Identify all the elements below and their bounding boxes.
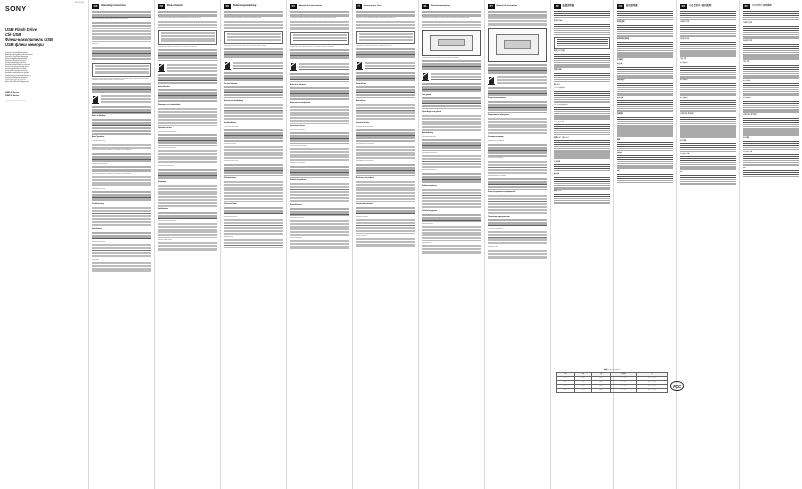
cell-dimensions: 15 × 44 × 8 mm (636, 385, 667, 389)
cover-lang-line: Használati útmutató/Návod na používanie/ (5, 65, 31, 67)
heading-sysreq-jp: 動作環境 (554, 174, 560, 176)
lang-title-cn: 使用說明書 (626, 4, 638, 7)
cover-title-group (5, 27, 85, 47)
column-de (221, 0, 286, 489)
mark-row-de (224, 61, 283, 70)
fcc-icon: FCC (670, 381, 684, 391)
heading-format-it: Formattazione del dispositivo (356, 161, 374, 163)
heading-troubleshooting-nl: Problemen oplossen (422, 185, 437, 187)
heading-trademarks-fr: Marques commerciales (158, 239, 172, 241)
heading-handling-pt: Примечания по обращению (488, 115, 509, 117)
column-gb (89, 0, 154, 489)
model-name-line: USM-X Series (5, 94, 20, 97)
heading-trademarks-cn: 商標 (617, 171, 620, 173)
lang-code-cn: CN (618, 4, 623, 8)
lang-code-fr: FR (159, 4, 164, 8)
heading-basic-fr: Opérations de base (158, 127, 172, 129)
heading-disposal-it: Trattamento del dispositivo elettrico o elettronico a fine vita (356, 45, 392, 47)
heading-format-th: 장치 포맷하기 (743, 98, 751, 100)
cover-lang-line: Naudojimo instrukcija/Upute za uporabu/ (5, 73, 30, 75)
weee-bin-icon (224, 61, 231, 70)
heading-disconnect-windows: When using Windows 8 / Windows 7 / Windows Vista / Windows XP (92, 173, 132, 175)
heading-troubleshooting-es: Solución de problemas (290, 179, 307, 181)
mark-row-es (290, 62, 349, 71)
document-number: 4-477-051-11(1) (74, 3, 84, 4)
lang-title-pt: Manual de Instruções (496, 4, 518, 7)
cell-dimensions: 15 × 44 × 8 mm (636, 376, 667, 380)
cover-lang-line: Руководство по эксплуатации/Посібник з (5, 75, 31, 77)
language-header-kr (680, 4, 736, 9)
cover-lang-line: Kasutusjuhend/Lietošanas instrukcija/ (5, 71, 28, 73)
cell-temperature: 0 °C - 35 °C (611, 389, 636, 393)
heading-connect-windows: When using Windows 8 / Windows 7 / Windows Vista / Windows XP (92, 150, 132, 152)
heading-before-use-pt: Перед использованием (488, 97, 506, 99)
heading-disconnect-kr: 장치 분리하기 (680, 80, 688, 82)
heading-before-use-es: Antes de la utilización (290, 84, 306, 86)
cell-temperature: 0 °C - 35 °C (611, 380, 636, 384)
column-kr (677, 0, 739, 489)
heading-before-use-cn: 使用前須知 (617, 21, 625, 23)
lang-title-fr: Mode d'emploi (166, 4, 183, 7)
heading-before-use-de: Vor dem Gebrauch (224, 83, 238, 85)
lang-title-gb: Operating Instructions (101, 4, 126, 7)
heading-specs-it: Caratteristiche tecniche (356, 204, 374, 206)
language-header-nl (422, 4, 481, 9)
heading-sysreq-pt: Системные требования (488, 229, 503, 231)
weee-bin-icon (488, 76, 495, 85)
spec-table-caption: 消費電力 / Power consumption (603, 370, 621, 371)
cover-title-en: USB Flash Drive (5, 27, 37, 32)
lang-title-nl: Gebruiksaanwijzing (430, 4, 450, 7)
heading-specs-kr: 주요 제원 (680, 140, 687, 142)
lang-code-de: DE (225, 4, 230, 8)
th-dimensions: 尺寸 (636, 372, 667, 376)
cell-model: USM-X (557, 389, 575, 393)
heading-disconnect-cn: 中斷裝置連接 (617, 80, 625, 82)
heading-trademarks-it: Marchi di fabbrica (356, 235, 367, 237)
cell-temperature: 0 °C - 35 °C (611, 376, 636, 380)
heading-sysreq-es: Requisitos del sistema (290, 217, 304, 219)
device-figure (422, 30, 481, 56)
cover-lang-line: Bruksanvisning/Betjeningsvejledning/ (5, 59, 28, 61)
lang-title-de: Bedienungsanleitung (232, 4, 257, 7)
fcc-mark-wrap (670, 381, 684, 391)
language-header-de (224, 4, 283, 9)
heading-disconnect-fr: Déconnexion du périphérique (158, 147, 176, 149)
heading-connect-pt: Подключение устройства (488, 141, 504, 143)
heading-disconnect-th: 장치 분리하기 (743, 80, 751, 82)
heading-troubleshooting-it: Risoluzione dei problemi (356, 177, 374, 179)
th-interface: 介面 (591, 372, 611, 376)
lang-title-es: Manual de instrucciones (298, 4, 323, 7)
cell-dimensions: 15 × 44 × 8 mm (636, 380, 667, 384)
spec-table-block (556, 368, 668, 395)
column-es (287, 0, 352, 489)
heading-before-use-fr: Avant utilisation (158, 86, 170, 88)
column-cn (614, 0, 676, 489)
heading-specs-nl: Technische gegevens (422, 211, 438, 213)
heading-format-jp: フォーマットする (554, 121, 564, 123)
heading-trademarks-jp: 商標について (554, 191, 562, 193)
heading-sysreq-cn: 系統需求 (617, 153, 623, 155)
mark-row-pt (488, 76, 547, 85)
heading-disconnect-pt: Отключение устройства (488, 158, 504, 160)
heading-specs-de: Technische Daten (224, 204, 237, 206)
lang-code-es: ES (291, 4, 296, 8)
heading-format-es: Formateo del dispositivo (290, 163, 305, 165)
mark-row-it (356, 61, 415, 70)
column-fr (155, 0, 220, 489)
lang-code-kr: KR (681, 4, 686, 8)
heading-basic-cn: 基本操作 (617, 60, 623, 62)
heading-specs-fr: Spécifications (158, 209, 169, 211)
language-header-fr (158, 4, 217, 9)
heading-connect-de: Anschließen des Geräts (224, 126, 239, 128)
cover-language-list (5, 53, 85, 84)
language-header-cn (617, 4, 673, 9)
cover-title-fr: Clé USB (5, 32, 22, 37)
th-model: 型號 (557, 372, 575, 376)
heading-connect-cn: 連接裝置 (617, 64, 623, 66)
mark-row-nl (422, 72, 481, 81)
note-box-gb (92, 63, 151, 77)
heading-format-pt: Форматирование устройства (488, 175, 507, 177)
heading-sysreq-kr: 시스템 요구 사항 (680, 154, 690, 156)
heading-before-use: Before Use (92, 44, 99, 46)
cover-lang-line: Bedienungsanleitung/Manual de instrucciones/ (5, 55, 33, 57)
heading-troubleshooting-jp: 故障かな？と思ったら (554, 137, 569, 139)
weee-bin-icon (158, 63, 165, 72)
copyright-notice: © 2013 Sony Corporation Printed in China (5, 101, 26, 103)
heading-trademarks-nl: Handelsmerken (422, 242, 432, 244)
heading-disconnect-it: Scollegamento del dispositivo (356, 143, 374, 145)
heading-specs-cn: 規格 (617, 139, 620, 141)
model-name-line: USM-X Series (5, 91, 20, 94)
heading-troubleshooting-th: 고장이라고 생각되면 (743, 114, 757, 116)
column-th-id (740, 0, 802, 489)
heading-troubleshooting-pt: Поиск и устранение неисправностей (488, 192, 516, 194)
cover-lang-line: Käyttöohjeet/Manual de Instruções/ (5, 61, 27, 63)
heading-troubleshooting-kr: 고장이라고 생각되면 (680, 114, 694, 116)
heading-connect-fr: Raccordement du périphérique (158, 131, 177, 133)
cover-lang-line: คู่มือการใช้งาน/Petunjuk Pengoperasian (5, 81, 29, 83)
cell-dimensions: 15 × 44 × 8 mm (636, 389, 667, 393)
weee-bin-icon (422, 72, 429, 81)
heading-disposal-nl: Verwijdering van oude elektrische en elektronische apparaten (422, 57, 459, 59)
heading-basic-de: Grundfunktionen (224, 122, 237, 124)
cover-lang-line: Instrukcja obsługi/Návod k obsluze/ (5, 63, 27, 65)
heading-disconnect-nl: Het apparaat loskoppelen (422, 152, 438, 154)
language-header-pt (488, 4, 547, 9)
heading-disconnect-es: Desconexión del dispositivo (290, 145, 307, 147)
heading-sysreq-de: Systemanforderungen (224, 216, 238, 218)
heading-disposal-es: Tratamiento de los equipos eléctricos y electrónicos al final de su vida útil (290, 46, 335, 48)
heading-specs-jp: 主な仕様 (554, 161, 560, 163)
heading-basic-it: Operazioni di base (356, 122, 370, 124)
heading-notes-handling: Notes on Handling (92, 116, 106, 118)
heading-disconnect-jp: パソコンから取りはずす (554, 104, 568, 106)
heading-handling-de: Hinweise zur Handhabung (224, 100, 243, 102)
heading-eu-notice: Notice for customers in the countries applying EU Directives (92, 19, 129, 21)
heading-usage-jp: 使いかた (554, 84, 560, 86)
cover-title-ru: Флеш-накопитель USB (5, 37, 53, 42)
note-box-es (290, 32, 349, 45)
cell-interface: USB 2.0 (591, 380, 611, 384)
heading-format-cn: 格式化裝置 (617, 97, 624, 99)
table-row (557, 389, 668, 393)
heading-before-use-nl: Voor gebruik (422, 94, 432, 96)
heading-cautions-kr: 취급상의 주의 (680, 39, 690, 41)
lang-title-it: Istruzioni per l'uso (363, 4, 382, 7)
specification-table (556, 370, 668, 393)
heading-troubleshooting-fr: Dépannage (158, 181, 167, 183)
cell-capacity: 8 GB (575, 376, 592, 380)
cover-lang-line: Istruzioni per l'uso/Gebruiksaanwijzing/ (5, 57, 29, 59)
heading-trademarks: Trademarks (92, 259, 100, 261)
cover-lang-line: Instrucţiuni de utilizare/Ръководство за (5, 67, 29, 69)
heading-parts-jp: 各部の名称 (554, 70, 562, 72)
heading-handling-nl: Opmerkingen over gebruik (422, 111, 442, 113)
cell-capacity: 32 GB (575, 385, 592, 389)
lang-title-kr: 사용설명서 / 使用說明 (689, 4, 712, 7)
heading-before-use-it: Prima dell'uso (356, 83, 367, 85)
heading-sysreq-it: Requisiti di sistema (356, 216, 368, 218)
mark-row-gb (92, 95, 151, 104)
heading-format-kr: 장치 포맷하기 (680, 97, 688, 99)
heading-basic-kr: 기본 조작 (680, 59, 687, 61)
weee-bin-icon (290, 62, 297, 71)
heading-troubleshooting-cn: 故障排除 (617, 114, 623, 116)
heading-trademarks-de: Markenzeichen (224, 236, 233, 238)
cell-capacity: 64 GB (575, 389, 592, 393)
heading-connect-es: Conexión del dispositivo (290, 129, 305, 131)
language-header-it (356, 4, 415, 9)
sony-logo: SONY (5, 6, 27, 13)
language-header-es (290, 4, 349, 9)
heading-handling-es: Notas sobre la manipulación (290, 102, 311, 104)
cover-model-group (5, 92, 85, 98)
heading-basic-es: Operaciones básicas (290, 125, 306, 127)
heading-basic-pt: Основные операции (488, 137, 504, 139)
cover-lang-line: 取扱説明書/使用說明書/사용설명서/ (5, 79, 27, 81)
column-pt (485, 0, 550, 489)
heading-formatting: Formatting the Device (92, 188, 106, 190)
heading-eu-notice-nl: Kennisgeving voor klanten in de landen waar EU-richtlijnen van toepassing zijn (422, 18, 470, 20)
note-box-jp (554, 37, 610, 49)
lang-code-nl: NL (423, 4, 428, 8)
heading-connect-it: Collegamento del dispositivo (356, 126, 374, 128)
th-temperature: 使用溫度 (611, 372, 636, 376)
heading-disposal: Disposal of Old Electrical & Electronic Equipment (Applicable in the European Union and other European countries with separate collection systems) (92, 78, 149, 82)
cell-model: USM-X (557, 380, 575, 384)
cell-interface: USB 2.0 (591, 376, 611, 380)
heading-basic-operations: Basic Operations (92, 137, 105, 139)
heading-connect-kr: 장치 연결하기 (680, 63, 688, 65)
language-header-jp (554, 4, 610, 9)
heading-cautions-jp: 使用上のご注意 (554, 51, 565, 53)
note-box-it (356, 31, 415, 44)
heading-trademarks-pt: Товарные знаки (488, 247, 498, 249)
heading-eu-notice-es: Aviso para los clientes de países en los que se aplican las directivas de la UE (290, 18, 337, 20)
heading-trademarks-kr: 상표 (680, 172, 683, 174)
heading-safety-jp: 安全のために (554, 20, 563, 22)
cover-lang-line: Operating Instructions/Mode d'emploi/ (5, 53, 28, 54)
heading-connect-jp: パソコンに接続する (554, 88, 566, 90)
lang-code-gb: GB (93, 4, 98, 8)
heading-format-nl: Het apparaat formatteren (422, 170, 437, 172)
th-capacity: 容量 (575, 372, 592, 376)
heading-specs-es: Especificaciones (290, 205, 303, 207)
heading-cautions-cn: 使用時的注意事項 (617, 39, 629, 41)
column-it (353, 0, 418, 489)
cover-title-bg: USB флеш мемори (5, 42, 44, 47)
lang-code-pt: PT (489, 4, 494, 8)
column-nl (419, 0, 484, 489)
device-figure (488, 28, 547, 62)
heading-before-use-th: 사용하기 전에 (743, 22, 753, 24)
heading-disconnecting: Disconnecting the Device (92, 163, 108, 165)
column-jp (551, 0, 613, 489)
cover-lang-line: експлуатації/Пайдалану нұсқаулығы/ (5, 77, 29, 79)
heading-handling-it: Note sull'uso (356, 100, 366, 102)
heading-handling-fr: Remarques sur la manipulation (158, 104, 181, 106)
heading-basic-nl: Basisbediening (422, 132, 434, 134)
heading-format-de: Formatieren des Geräts (224, 161, 239, 163)
cell-capacity: 16 GB (575, 380, 592, 384)
heading-disconnect-de: Trennen des Geräts (224, 143, 236, 145)
language-header-th (743, 4, 799, 9)
heading-specifications: Specifications (92, 228, 103, 230)
heading-sysreq-fr: Configuration système requise (158, 220, 177, 222)
heading-eu-notice-fr: Avis aux clients résidant dans les pays appliquant les Directives de l'UE (158, 18, 201, 20)
mark-row-fr (158, 63, 217, 72)
lang-code-it: IT (357, 4, 361, 8)
language-header-gb (92, 4, 151, 9)
weee-bin-icon (92, 95, 99, 104)
heading-specs-th: 주요 제원 (743, 138, 750, 140)
heading-eu-notice-it: Avviso per i clienti residenti nei paesi che applicano le direttive UE (356, 18, 396, 20)
note-box-fr (158, 30, 217, 45)
heading-basic-th: 기본 조작 (743, 62, 750, 64)
cell-model: USM-X (557, 376, 575, 380)
heading-troubleshooting-de: Fehlerbehebung (224, 177, 236, 179)
cell-temperature: 0 °C - 35 °C (611, 385, 636, 389)
heading-connect-nl: Het apparaat aansluiten (422, 136, 437, 138)
cell-interface: USB 2.0 (591, 385, 611, 389)
cover-lang-line: експлоатация/Navodila za uporabo/ (5, 69, 27, 71)
lang-title-th: 사용설명서 / 使用說明 (752, 4, 772, 7)
cell-model: USM-X (557, 385, 575, 389)
heading-disposal-fr: Traitement des appareils électriques et électroniques en fin de vie (158, 46, 198, 48)
lang-code-jp: JP (555, 4, 559, 8)
heading-trademarks-es: Marcas comerciales (290, 237, 302, 239)
note-box-de (224, 31, 283, 44)
heading-connecting: Connecting the Device (92, 141, 106, 143)
heading-trademarks-th: 상표 (743, 167, 746, 169)
weee-bin-icon (356, 61, 363, 70)
column-cover (0, 0, 88, 489)
heading-before-use-kr: 사용하기 전에 (680, 21, 690, 23)
lang-title-jp: 取扱説明書 (562, 4, 575, 7)
heading-cautions-th: 취급상의 주의 (743, 41, 753, 43)
heading-specs-pt: Технические характеристики (488, 216, 510, 218)
heading-sysreq-th: 시스템 요구 사항 (743, 151, 753, 153)
heading-disposal-de: Entsorgung von gebrauchten elektrischen und elektronischen Geräten (224, 45, 266, 47)
heading-troubleshooting: Troubleshooting (92, 203, 104, 205)
heading-format-fr: Formatage du périphérique (158, 166, 175, 168)
cell-interface: USB 2.0 (591, 389, 611, 393)
heading-system-requirements: System Requirements (92, 241, 106, 243)
lang-code-th: RU (744, 4, 749, 8)
heading-eu-notice-de: Hinweis für Kunden in Ländern, in denen EU-Richtlinien gelten (224, 18, 262, 20)
heading-sysreq-nl: Systeemvereisten (422, 223, 433, 225)
